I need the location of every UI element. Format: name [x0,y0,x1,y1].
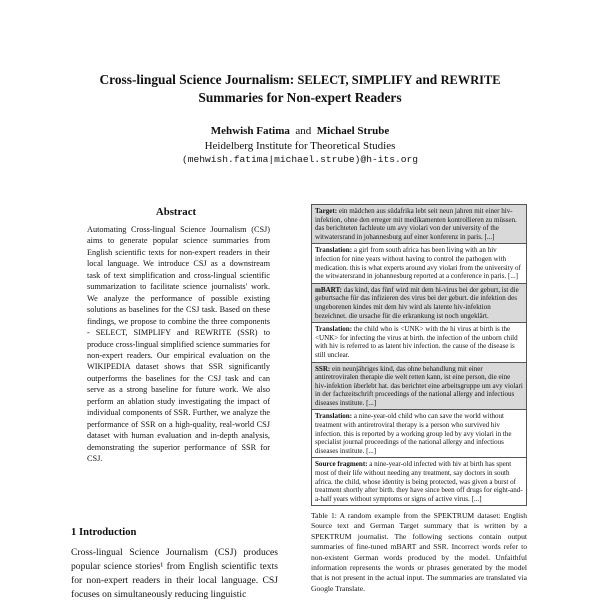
row-label: Source fragment: [315,460,368,469]
introduction-heading: 1 Introduction [71,527,137,538]
row-label: Translation: [315,325,353,334]
table-row-translation [312,410,526,458]
table-row-ssr [312,363,526,411]
row-label: Translation: [315,412,353,421]
title-line2: Summaries for Non-expert Readers [198,90,402,105]
abstract-text: Automating Cross-lingual Science Journalism (CSJ) aims to generate popular science summaries from English scientific texts for non-expert readers in their local language. We introduce CSJ as a downstream task of text simplification and cross-lingual scientific summarization to facilitate science journalists' work. We analyze the performance of possible existing solutions as baselines for the CSJ task. Based on these findings, we propose to combine the three components - SELECT, SIMPLIFY and REWRITE (SSR) to produce cross-lingual simplified science summaries for non-expert readers. Our empirical evaluation on the WIKIPEDIA dataset shows that SSR significantly outperforms the baselines for the CSJ task and can serve as a strong baseline for future work. We also perform an ablation study investigating the impact of individual components of SSR. Further, we analyze the performance of SSR on a high-quality, real-world CSJ dataset with human evaluation and in-depth analysis, demonstrating the superior performance of SSR for CSJ. [87,225,270,464]
title-rewrite: REWRITE [440,73,501,87]
table-row-mbart [312,284,526,323]
table-row-source [312,458,526,505]
abstract-heading: Abstract [155,206,197,218]
author-email: (mehwish.fatima|michael.strube)@h-its.org [181,154,419,165]
row-text: a nine-year-old infected with hiv at birth has spent most of their life without needing any treatment, say doctors in south africa. the child, whose identity is being protected, was given a burst of treatment shortly after birth. they have since been off drugs for eight-and-a-half years without symptoms or signs of active virus. [...] [315,460,523,503]
title-and: and [415,72,438,87]
row-text: a girl from south africa has been living with an hiv infection for nine years without having to control the pathogen with medication. this is what experts around avy violari from the university of the witwatersrand in johannesburg reported at a conference in paris. [...] [315,246,521,281]
row-text: the child who is <UNK> with the hi virus at birth is the <UNK> for infecting the virus at birth. the infection of the unborn child with hiv is referred to as latent hiv infection. the cause of the disease is still unclear. [315,325,518,359]
table-row-translation [312,323,526,362]
paper-title [40,71,560,106]
row-text: das kind, das fünf wird mit dem hi-virus bei der geburt, ist die geburtsache für das infizieren des virus bei der geburt. die infektion des ungeborenen kindes mit dem hiv wird als latente hiv-infektion bezeichnet. die ursache für die erkrankung ist noch ungeklärt. [315,285,519,320]
author-2: Michael Strube [316,125,390,137]
table-row-target [312,205,526,244]
introduction-text: Cross-lingual Science Journalism (CSJ) produces popular science stories¹ from English scientific texts for non-expert readers in their local language. CSJ focuses on simultaneously reducing linguistic [71,547,278,601]
title-prefix: Cross-lingual Science Journalism: [99,72,295,87]
affiliation: Heidelberg Institute for Theoretical Studies [204,139,396,152]
author-and: and [295,125,312,137]
row-text: a nine-year-old child who can save the world without treatment with antiretroviral therapy is a person who survived hiv infection. this is reported by a working group led by avy violari in the specialist journal proceedings of the national allergy and infectious diseases institute. [...] [315,412,512,455]
row-label: Translation: [315,246,353,255]
row-label: mBART: [315,285,343,294]
title-select-simplify: SELECT, SIMPLIFY [297,73,413,87]
table-row-translation [312,244,526,283]
row-label: SSR: [315,364,331,373]
row-text: ein neunjähriges kind, das ohne behandlung mit einer antiretroviralen therapie die welt retten kann, ist eine person, die eine hiv-infektion überlebt hat. das berichtet eine arbeitsgruppe um avy violari in der fachzeitschrift proceedings of the national allergy and infectious diseases institute. [...] [315,364,523,407]
author-block [40,124,560,168]
example-table [311,204,527,506]
row-label: Target: [315,207,338,215]
author-1: Mehwish Fatima [210,125,290,137]
table-caption: Table 1: A random example from the SPEKTRUM dataset: English Source text and German Target summary that is written by a SPEKTRUM journalist. The following sections contain output summaries of fine-tuned mBART and SSR. Incorrect words refer to non-existent German words produced by the model. Unfaithful information represents the words or phrases generated by the model that is not present in the actual input. The summaries are translated via Google Translate. [311,511,527,593]
row-text: ein mädchen aus südafrika lebt seit neun jahren mit einer hiv-infektion, ohne den erreger mit medikamenten kontrollieren zu müssen. das berichteten fachleute um avy violari von der university of the witwatersrand in johannesburg auf einer konferenz in paris. [...] [315,207,517,241]
